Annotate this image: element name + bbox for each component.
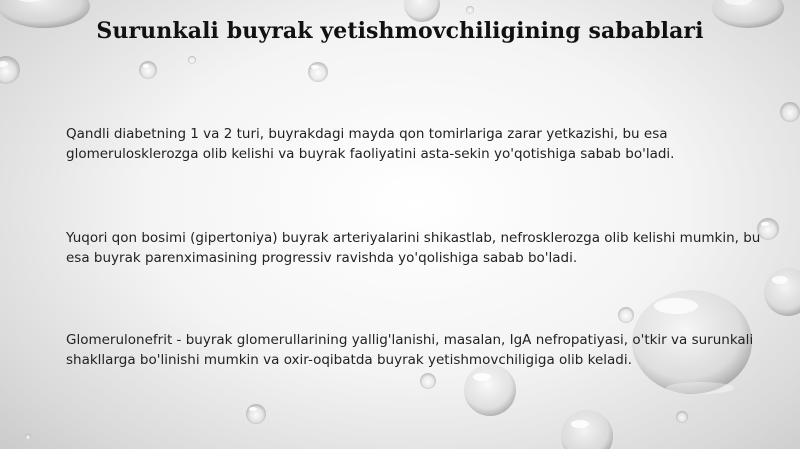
- paragraph-glomerulonephritis: Glomerulonefrit - buyrak glomerullarining yallig'lanishi, masalan, IgA nefropatiyasi, o'tkir va surunkali shakllarga bo'linishi mumkin va oxir-oqibatda buyrak yetishmovchiligiga olib keladi.: [66, 332, 754, 368]
- droplet: [764, 268, 800, 316]
- paragraph-hypertension: Yuqori qon bosimi (gipertoniya) buyrak arteriyalarini shikastlab, nefrosklerozga olib kelishi mumkin, bu esa buyrak parenximasining progressiv ravishda yo'qolishiga sabab bo'ladi.: [66, 230, 761, 266]
- droplet: [188, 56, 196, 64]
- droplet: [618, 307, 634, 323]
- droplet: [139, 61, 157, 79]
- droplet: [561, 410, 613, 449]
- droplet: [420, 373, 436, 389]
- droplet: [246, 404, 266, 424]
- droplet: [780, 102, 800, 122]
- paragraph-diabetes: Qandli diabetning 1 va 2 turi, buyrakdagi mayda qon tomirlariga zarar yetkazishi, bu esa glomerulosklerozga olib kelishi va buyrak faoliyatini asta-sekin yo'qotishiga sabab bo'ladi.: [66, 126, 675, 162]
- slide-title: Surunkali buyrak yetishmovchiligining sabablari: [96, 18, 704, 44]
- droplet: [308, 62, 328, 82]
- droplet: [676, 411, 688, 423]
- droplet: [466, 6, 474, 14]
- droplet: [464, 364, 516, 416]
- droplet: [0, 56, 20, 84]
- droplet: [25, 434, 31, 440]
